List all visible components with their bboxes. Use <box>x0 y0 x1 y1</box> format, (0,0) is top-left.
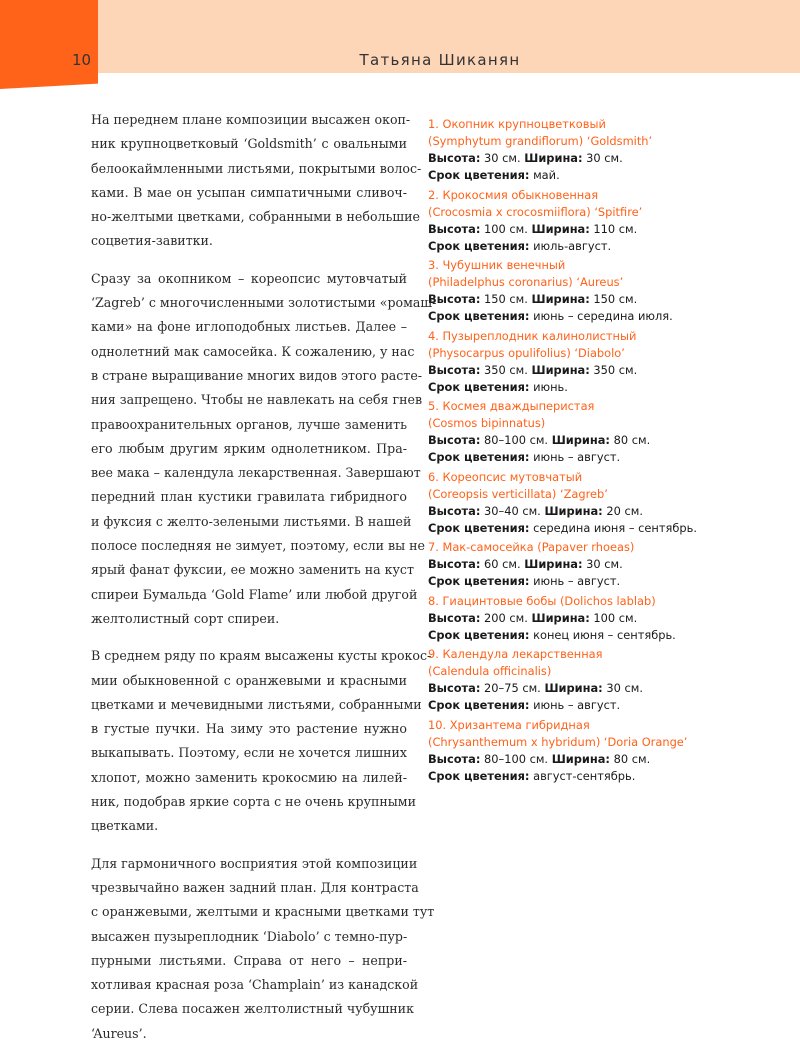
plant-bloom <box>428 697 768 714</box>
height-label: Высота: <box>428 151 481 165</box>
bloom-value: май. <box>529 168 560 182</box>
height-value: 350 см. <box>480 362 532 377</box>
plant-size <box>428 362 768 379</box>
text-line: однолетний мак самосейка. К сожалению, у нас <box>91 343 415 359</box>
text-line: хлопот, можно заменить крокосмию на лилей- <box>91 769 407 785</box>
height-value: 80–100 см. <box>480 751 552 766</box>
height-label: Высота: <box>428 681 481 695</box>
width-label: Ширина: <box>531 292 590 306</box>
text-line: его любым другим ярким однолетником. Пра- <box>91 440 407 456</box>
bloom-label: Срок цветения: <box>428 450 530 464</box>
plant-item <box>428 257 768 325</box>
plant-title: 7. Мак-самосейка (Papaver rhoeas) <box>428 540 635 554</box>
bloom-label: Срок цветения: <box>428 627 530 642</box>
text-line: в густые пучки. На зиму это растение нужно <box>91 721 407 737</box>
bloom-value: середина июня – сентябрь. <box>529 520 697 535</box>
bloom-label: Срок цветения: <box>428 379 530 394</box>
plant-size <box>428 610 768 627</box>
plant-title: (Chrysanthemum x hybridum) ‘Doria Orange’ <box>428 734 688 749</box>
width-value: 80 см. <box>610 433 651 447</box>
body-text-column <box>91 108 437 1059</box>
bloom-label: Срок цветения: <box>428 574 530 588</box>
text-line: цветками и мечевидными листьями, собранными <box>91 696 422 712</box>
width-label: Ширина: <box>524 557 583 571</box>
text-line: ярый фанат фуксии, ее можно заменить на куст <box>91 562 414 578</box>
height-label: Высота: <box>428 433 481 447</box>
text-line: выкапывать. Поэтому, если не хочется лишних <box>91 745 407 761</box>
text-line: белоокаймленными листьями, покрытыми волос- <box>91 160 422 176</box>
text-line: в стране выращивание многих видов этого расте- <box>91 367 423 383</box>
text-line: вее мака – календула лекарственная. Завершают <box>91 465 421 481</box>
height-value: 30 см. <box>480 151 525 165</box>
width-value: 150 см. <box>589 292 638 306</box>
text-line: полосе последняя не зимует, поэтому, если вы не <box>91 538 425 554</box>
page-tab <box>0 0 98 89</box>
plant-size <box>428 291 768 308</box>
width-label: Ширина: <box>551 433 610 447</box>
text-line: с оранжевыми, желтыми и красными цветками тут <box>91 904 435 920</box>
bloom-label: Срок цветения: <box>428 768 530 783</box>
bloom-label: Срок цветения: <box>428 309 530 323</box>
width-value: 20 см. <box>602 503 643 518</box>
plant-item <box>428 593 768 644</box>
plant-bloom <box>428 768 768 785</box>
width-label: Ширина: <box>544 503 603 518</box>
width-value: 30 см. <box>602 681 643 695</box>
plant-bloom <box>428 308 768 325</box>
text-line: ‘Zagreb’ с многочисленными золотистыми «ромаш- <box>91 295 437 311</box>
bloom-value: июнь – середина июля. <box>529 309 673 323</box>
height-label: Высота: <box>428 362 481 377</box>
plant-size <box>428 150 768 167</box>
text-line: соцветия-завитки. <box>91 233 213 249</box>
plant-item <box>428 116 768 184</box>
paragraph <box>91 644 432 838</box>
text-line: правоохранительных органов, лучше заменить <box>91 416 407 432</box>
plant-title: 10. Хризантема гибридная <box>428 717 590 732</box>
width-label: Ширина: <box>531 221 590 236</box>
plant-title: 9. Календула лекарственная <box>428 647 603 661</box>
text-line: пурными листьями. Справа от него – непри- <box>91 952 407 968</box>
plant-size <box>428 221 768 238</box>
text-line: Для гармоничного восприятия этой композиции <box>91 855 418 871</box>
plant-title: (Coreopsis verticillata) ‘Zagreb’ <box>428 486 608 501</box>
text-line: хотливая красная роза ‘Champlain’ из канадской <box>91 977 419 993</box>
plant-bloom <box>428 167 768 184</box>
text-line: На переднем плане композиции высажен окоп- <box>91 112 411 127</box>
bloom-value: июнь – август. <box>529 698 621 712</box>
plant-bloom <box>428 449 768 466</box>
plant-size <box>428 751 768 768</box>
height-value: 30–40 см. <box>480 503 545 518</box>
plant-size <box>428 680 768 697</box>
paragraph <box>91 108 422 254</box>
bloom-value: июнь – август. <box>529 450 621 464</box>
width-value: 350 см. <box>589 362 638 377</box>
width-value: 110 см. <box>589 221 638 236</box>
height-label: Высота: <box>428 751 481 766</box>
bloom-value: июнь. <box>529 379 568 394</box>
plant-title: (Philadelphus coronarius) ‘Aureus’ <box>428 275 624 289</box>
page-number: 10 <box>72 51 92 69</box>
text-line: высажен пузыреплодник ‘Diabolo’ с темно-пур- <box>91 928 408 944</box>
bloom-label: Срок цветения: <box>428 520 530 535</box>
text-line: желтолистный сорт спиреи. <box>91 610 280 626</box>
width-label: Ширина: <box>544 681 603 695</box>
text-line: мии обыкновенной с оранжевыми и красными <box>91 672 407 688</box>
height-value: 150 см. <box>480 292 532 306</box>
bloom-label: Срок цветения: <box>428 698 530 712</box>
text-line: ния запрещено. Чтобы не навлекать на себя гнев <box>91 392 423 408</box>
plant-bloom <box>428 379 768 396</box>
text-line: Сразу за окопником – кореопсис мутовчатый <box>91 270 407 286</box>
height-label: Высота: <box>428 292 481 306</box>
plant-legend-list <box>428 116 768 787</box>
width-value: 80 см. <box>610 751 651 766</box>
height-value: 60 см. <box>480 557 525 571</box>
height-value: 80–100 см. <box>480 433 552 447</box>
text-line: ‘Aureus’. <box>91 1025 147 1041</box>
height-value: 20–75 см. <box>480 681 545 695</box>
plant-bloom <box>428 573 768 590</box>
plant-item <box>428 398 768 466</box>
text-line: ник крупноцветковый ‘Goldsmith’ с овальными <box>91 136 407 152</box>
plant-item <box>428 539 768 590</box>
height-label: Высота: <box>428 221 481 236</box>
plant-size <box>428 432 768 449</box>
plant-title: 8. Гиацинтовые бобы (Dolichos lablab) <box>428 593 656 608</box>
text-line: ник, подобрав яркие сорта с не очень крупными <box>91 794 416 810</box>
plant-item <box>428 717 768 785</box>
text-line: В среднем ряду по краям высажены кусты крокос- <box>91 648 432 664</box>
bloom-value: август-сентябрь. <box>529 768 636 783</box>
plant-bloom <box>428 520 768 537</box>
paragraph <box>91 852 435 1046</box>
width-label: Ширина: <box>531 362 590 377</box>
bloom-label: Срок цветения: <box>428 168 530 182</box>
plant-item <box>428 328 768 396</box>
text-line: чрезвычайно важен задний план. Для контраста <box>91 879 419 895</box>
plant-bloom <box>428 627 768 644</box>
height-value: 200 см. <box>480 610 532 625</box>
width-label: Ширина: <box>531 610 590 625</box>
plant-title: 6. Кореопсис мутовчатый <box>428 469 583 484</box>
width-label: Ширина: <box>551 751 610 766</box>
height-label: Высота: <box>428 610 481 625</box>
plant-title: 2. Крокосмия обыкновенная <box>428 187 599 202</box>
height-label: Высота: <box>428 503 481 518</box>
paragraph <box>91 267 437 631</box>
plant-title: (Crocosmia x crocosmiiflora) ‘Spitfire’ <box>428 204 643 219</box>
text-line: передний план кустики гравилата гибридного <box>91 489 407 505</box>
bloom-value: конец июня – сентябрь. <box>529 627 676 642</box>
width-label: Ширина: <box>524 151 583 165</box>
plant-title: 4. Пузыреплодник калинолистный <box>428 328 637 343</box>
text-line: ками» на фоне иглоподобных листьев. Далее – <box>91 319 407 335</box>
plant-bloom <box>428 238 768 255</box>
text-line: но-желтыми цветками, собранными в небольшие <box>91 209 420 225</box>
bloom-label: Срок цветения: <box>428 238 530 253</box>
plant-title: (Symphytum grandiflorum) ‘Goldsmith’ <box>428 134 653 148</box>
text-line: серии. Слева посажен желтолистный чубушник <box>91 1001 414 1017</box>
plant-item <box>428 469 768 537</box>
plant-size <box>428 503 768 520</box>
text-line: спиреи Бумальда ‘Gold Flame’ или любой другой <box>91 586 418 602</box>
plant-item <box>428 187 768 255</box>
running-header-author: Татьяна Шиканян <box>359 51 521 69</box>
plant-size <box>428 556 768 573</box>
height-label: Высота: <box>428 557 481 571</box>
text-line: и фуксия с желто-зелеными листьями. В нашей <box>91 513 412 529</box>
bloom-value: июль-август. <box>529 238 612 253</box>
text-line: цветками. <box>91 818 159 834</box>
height-value: 100 см. <box>480 221 532 236</box>
text-line: ками. В мае он усыпан симпатичными сливоч- <box>91 184 407 200</box>
width-value: 100 см. <box>589 610 638 625</box>
plant-title: 3. Чубушник венечный <box>428 258 566 272</box>
plant-title: (Cosmos bipinnatus) <box>428 416 546 430</box>
plant-title: (Calendula officinalis) <box>428 664 552 678</box>
width-value: 30 см. <box>582 557 623 571</box>
plant-title: 1. Окопник крупноцветковый <box>428 117 606 131</box>
width-value: 30 см. <box>582 151 623 165</box>
plant-item <box>428 646 768 714</box>
plant-title: 5. Космея дваждыперистая <box>428 399 595 413</box>
plant-title: (Physocarpus opulifolius) ‘Diabolo’ <box>428 345 625 360</box>
bloom-value: июнь – август. <box>529 574 621 588</box>
